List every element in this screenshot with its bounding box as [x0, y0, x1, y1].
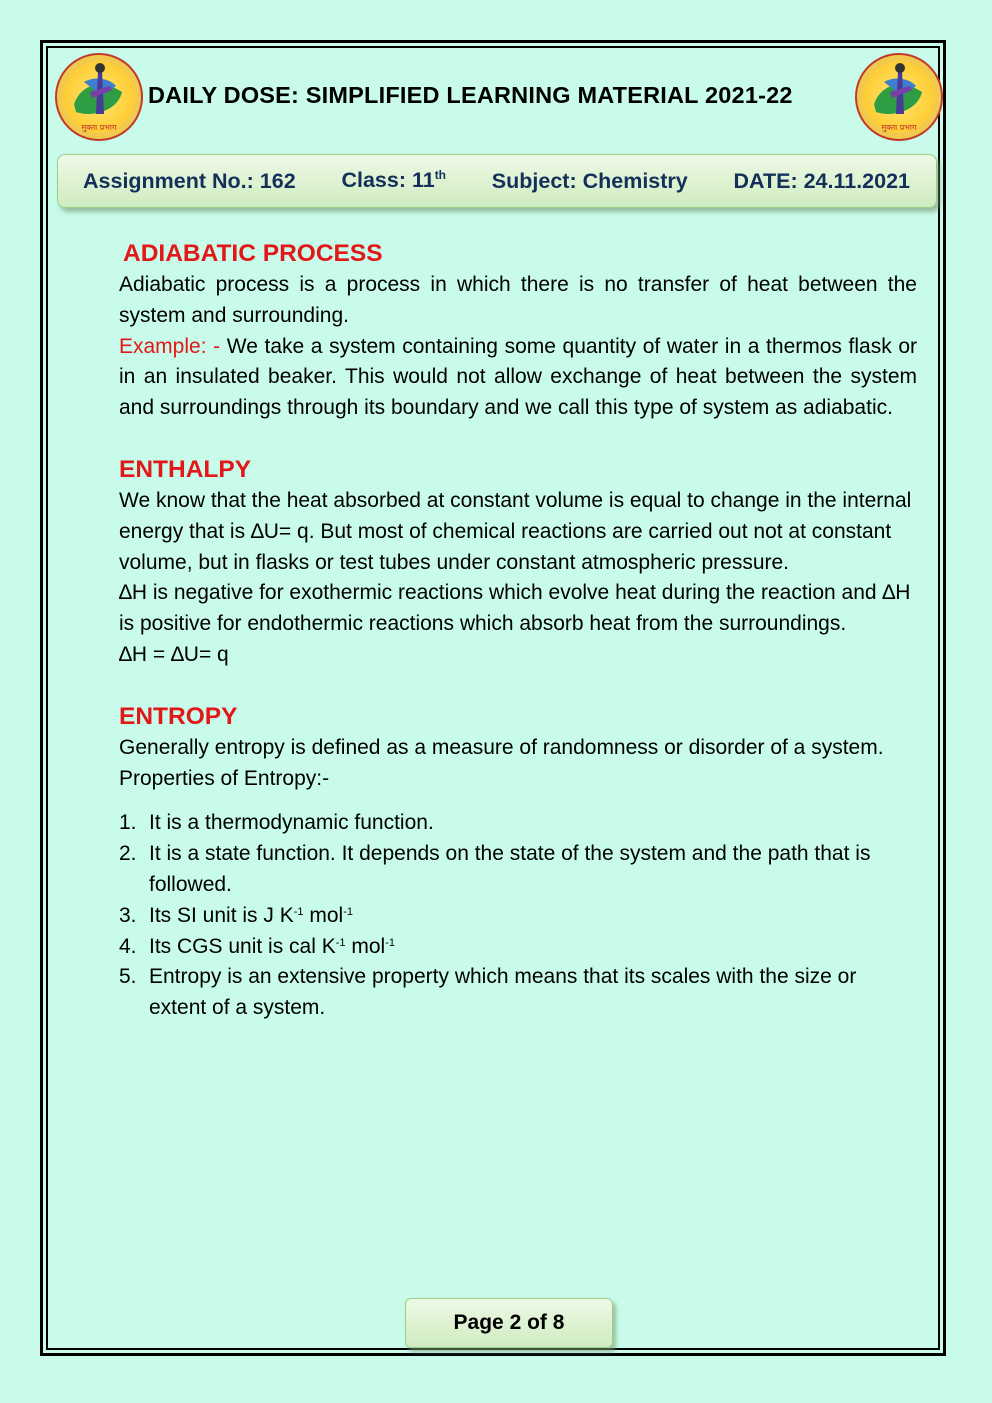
adiabatic-heading: ADIABATIC PROCESS [123, 240, 383, 267]
assignment-number: Assignment No.: 162 [83, 168, 296, 193]
subject-label: Subject: Chemistry [491, 168, 688, 193]
content-body [119, 238, 917, 1024]
entropy-heading: ENTROPY [119, 702, 238, 730]
enthalpy-paragraph-2: ∆H is negative for exothermic reactions which evolve heat during the reaction and ∆H is positive for endothermic reactions which absorb heat from the surroundings. [119, 581, 911, 636]
adiabatic-example: Example: - We take a system containing some quantity of water in a thermos flask or in an insulated beaker. This would not allow exchange of heat between the system and surroundings through its boundary and we call this type of system as adiabatic. [119, 334, 917, 420]
entropy-definition: Generally entropy is defined as a measure of randomness or disorder of a system. [119, 735, 884, 759]
list-item: 4. Its CGS unit is cal $K^{-1}$ mol$^{-1}$ [119, 934, 395, 958]
page-number: Page 2 of 8 [405, 1298, 613, 1348]
date-label: DATE: 24.11.2021 [733, 168, 910, 193]
school-logo-right [854, 52, 944, 142]
class-label: Class: 11th [341, 168, 447, 193]
list-item: 3. Its SI unit is J $K^{-1}$ mol$^{-1}$ [119, 903, 353, 927]
list-item: 2. It is a state function. It depends on the state of the system and the path that is followed. [119, 842, 871, 896]
list-item: 5. Entropy is an extensive property which means that its scales with the size or extent of a system. [119, 965, 857, 1020]
example-label: Example: - [119, 334, 221, 358]
svg-text:मुक्ता प्रभाग: मुक्ता प्रभाग [81, 123, 117, 132]
svg-text:मुक्ता प्रभाग: मुक्ता प्रभाग [881, 123, 917, 132]
entropy-properties-list [119, 808, 917, 1024]
entropy-properties-title: Properties of Entropy:- [119, 766, 330, 790]
list-item: 1. It is a thermodynamic function. [119, 811, 434, 835]
enthalpy-paragraph-1: We know that the heat absorbed at constant volume is equal to change in the internal energy that is ∆U= q. But most of chemical reactions are carried out not at constant volume, but in flasks or test tubes under constant atmospheric pressure. [119, 488, 912, 574]
school-logo-left [54, 52, 144, 142]
enthalpy-heading: ENTHALPY [119, 455, 252, 483]
document-title: DAILY DOSE: SIMPLIFIED LEARNING MATERIAL 2021-22 [148, 82, 793, 108]
assignment-info-bar [57, 154, 937, 208]
enthalpy-equation: ∆H = ∆U= q [119, 642, 229, 666]
adiabatic-definition: Adiabatic process is a process in which there is no transfer of heat between the system and surrounding. [119, 273, 917, 327]
